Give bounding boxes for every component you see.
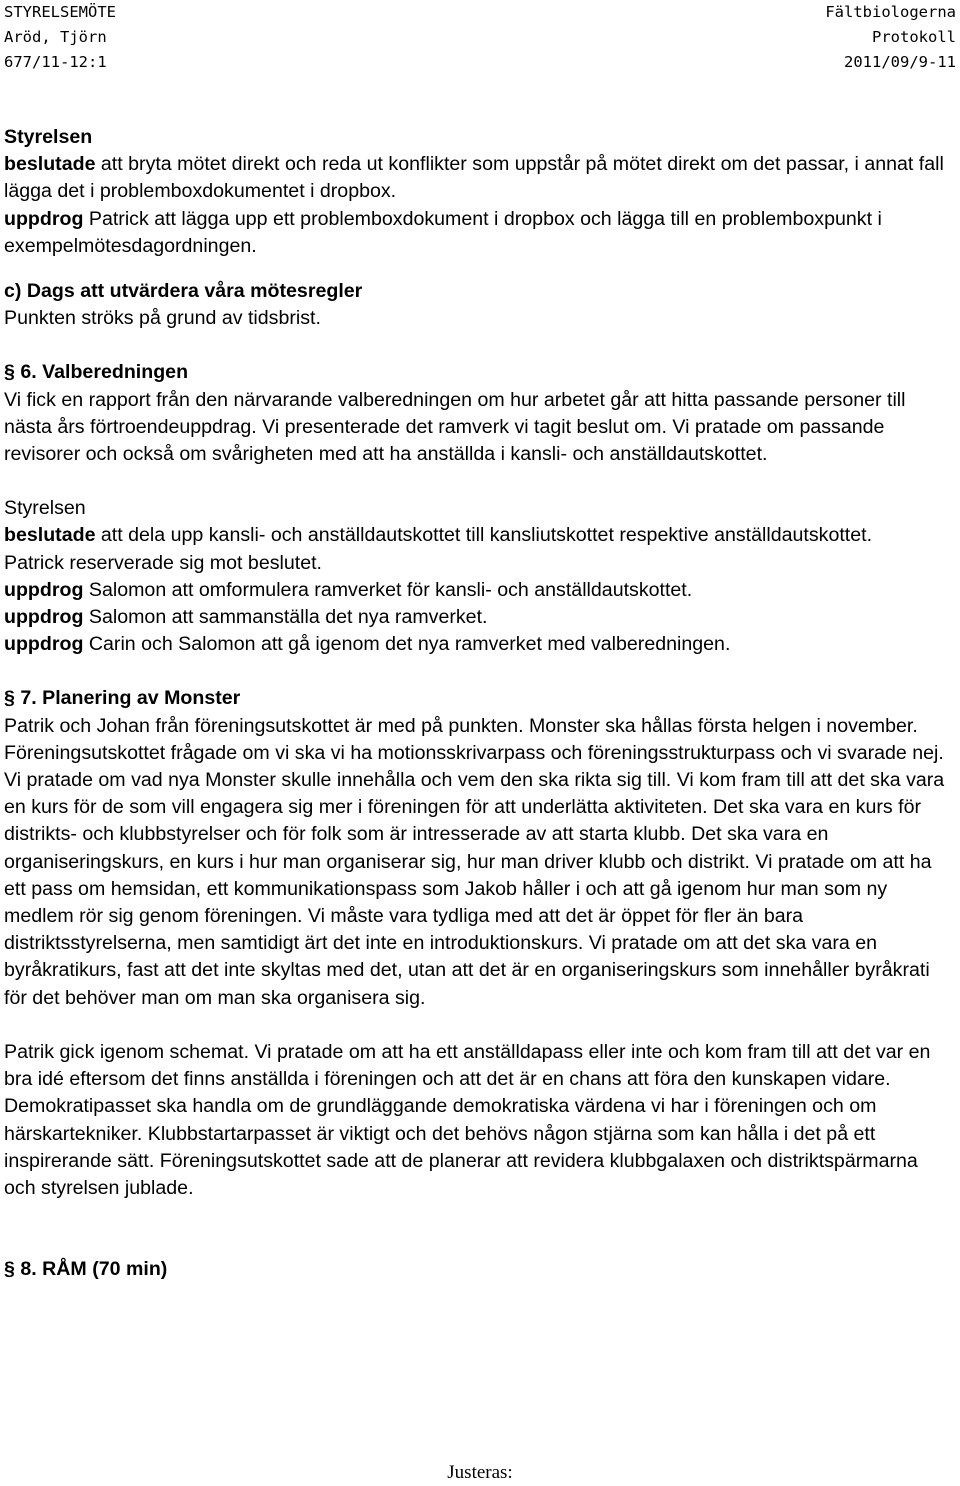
page-footer [0,1462,960,1484]
section-heading-6: § 6. Valberedningen [4,361,189,384]
section-7-paragraph-1: Patrik och Johan från föreningsutskottet är med på punkten. Monster ska hållas första helgen i november. Föreningsutskottet frågade om vi ska vi ha motionsskrivarpass och föreningsstrukturpass och vi svarade nej. Vi pratade om vad nya Monster skulle innehålla och vem den ska rikta sig till. Vi kom fram till att det ska vara en kurs för de som vill engagera sig mer i föreningen för att underlätta aktiviteten. Det ska vara en kurs för distrikts- och klubbstyrelser och för folk som är intresserade av att starta klubb. Det ska vara en organiseringskurs, en kurs i hur man organiserar sig, hur man driver klubb och distrikt. Vi pratade om att ha ett pass om hemsidan, ett kommunikationspass som Jakob håller i och att gå igenom hur man som ny medlem rör sig genom föreningen. Vi måste vara tydliga med att det är öppet för fler än bara distriktsstyrelserna, men samtidigt ärt det inte en introduktionskurs. Vi pratade om att det ska vara en byråkratikurs, fast att det inte skyltas med det, utan att det är en organiseringskurs som innehåller byråkrati för det behöver man om man ska organisera sig. [4,714,945,1009]
document-number: 677/11-12:1 [4,53,107,71]
decision-item: uppdrog Salomon att sammanställa det nya ramverket. [4,606,488,629]
decision-item: uppdrog Patrick att lägga upp ett problemboxdokument i dropbox och lägga till en problemboxpunkt i exempelmötesdagordningen. [4,207,882,257]
meeting-location: Aröd, Tjörn [4,28,107,46]
header-row-2 [4,25,956,50]
header-row-1 [4,0,956,25]
decision-item: uppdrog Salomon att omformulera ramverket för kansli- och anställdautskottet. [4,578,693,601]
header-row-3 [4,50,956,75]
section-heading-7: § 7. Planering av Monster [4,687,241,710]
section-symbol: § [4,361,15,384]
subsection-heading: c) Dags att utvärdera våra mötesregler [4,280,363,303]
meeting-type: STYRELSEMÖTE [4,3,116,21]
section-heading-8: § 8. RÅM (70 min) [4,1258,168,1281]
decision-item: beslutade att dela upp kansli- och anställdautskottet till kansliutskottet respektive anställdautskottet. [4,524,873,547]
signature-label: Justeras: [447,1462,513,1483]
decision-block-header: Styrelsen [4,497,86,520]
decision-item: uppdrog Carin och Salomon att gå igenom det nya ramverket med valberedningen. [4,633,731,656]
document-type: Protokoll [872,28,956,46]
decision-item: beslutade att bryta mötet direkt och reda ut konflikter som uppstår på mötet direkt om det passar, i annat fall lägga det i problemboxdokumentet i dropbox. [4,153,944,203]
decision-block-header: Styrelsen [4,126,93,148]
section-symbol: § [4,687,15,710]
organization-name: Fältbiologerna [825,3,956,21]
subsection-text: Punkten ströks på grund av tidsbrist. [4,307,321,330]
section-symbol: § [4,1258,15,1281]
section-6-text: Vi fick en rapport från den närvarande valberedningen om hur arbetet går att hitta passande personer till nästa års förtroendeuppdrag. Vi presenterade det ramverk vi tagit beslut om. Vi pratade om passande revisorer och också om svårigheten med att ha anställda i kansli- och anställdautskottet. [4,388,906,466]
document-body [4,124,954,1283]
meeting-date: 2011/09/9-11 [844,53,956,71]
note-item: Patrick reserverade sig mot beslutet. [4,551,322,574]
section-7-paragraph-2: Patrik gick igenom schemat. Vi pratade om att ha ett anställdapass eller inte och kom fram till att det var en bra idé eftersom det finns anställda i föreningen och att det är en chans att föra den kunskapen vidare. Demokratipasset ska handla om de grundläggande demokratiska värdena vi har i föreningen och om härskartekniker. Klubbstartarpasset är viktigt och det behövs någon stjärna som kan hålla i det på ett inspirerande sätt. Föreningsutskottet sade att de planerar att revidera klubbgalaxen och distriktspärmarna och styrelsen jublade. [4,1040,931,1199]
page-header [4,0,956,75]
